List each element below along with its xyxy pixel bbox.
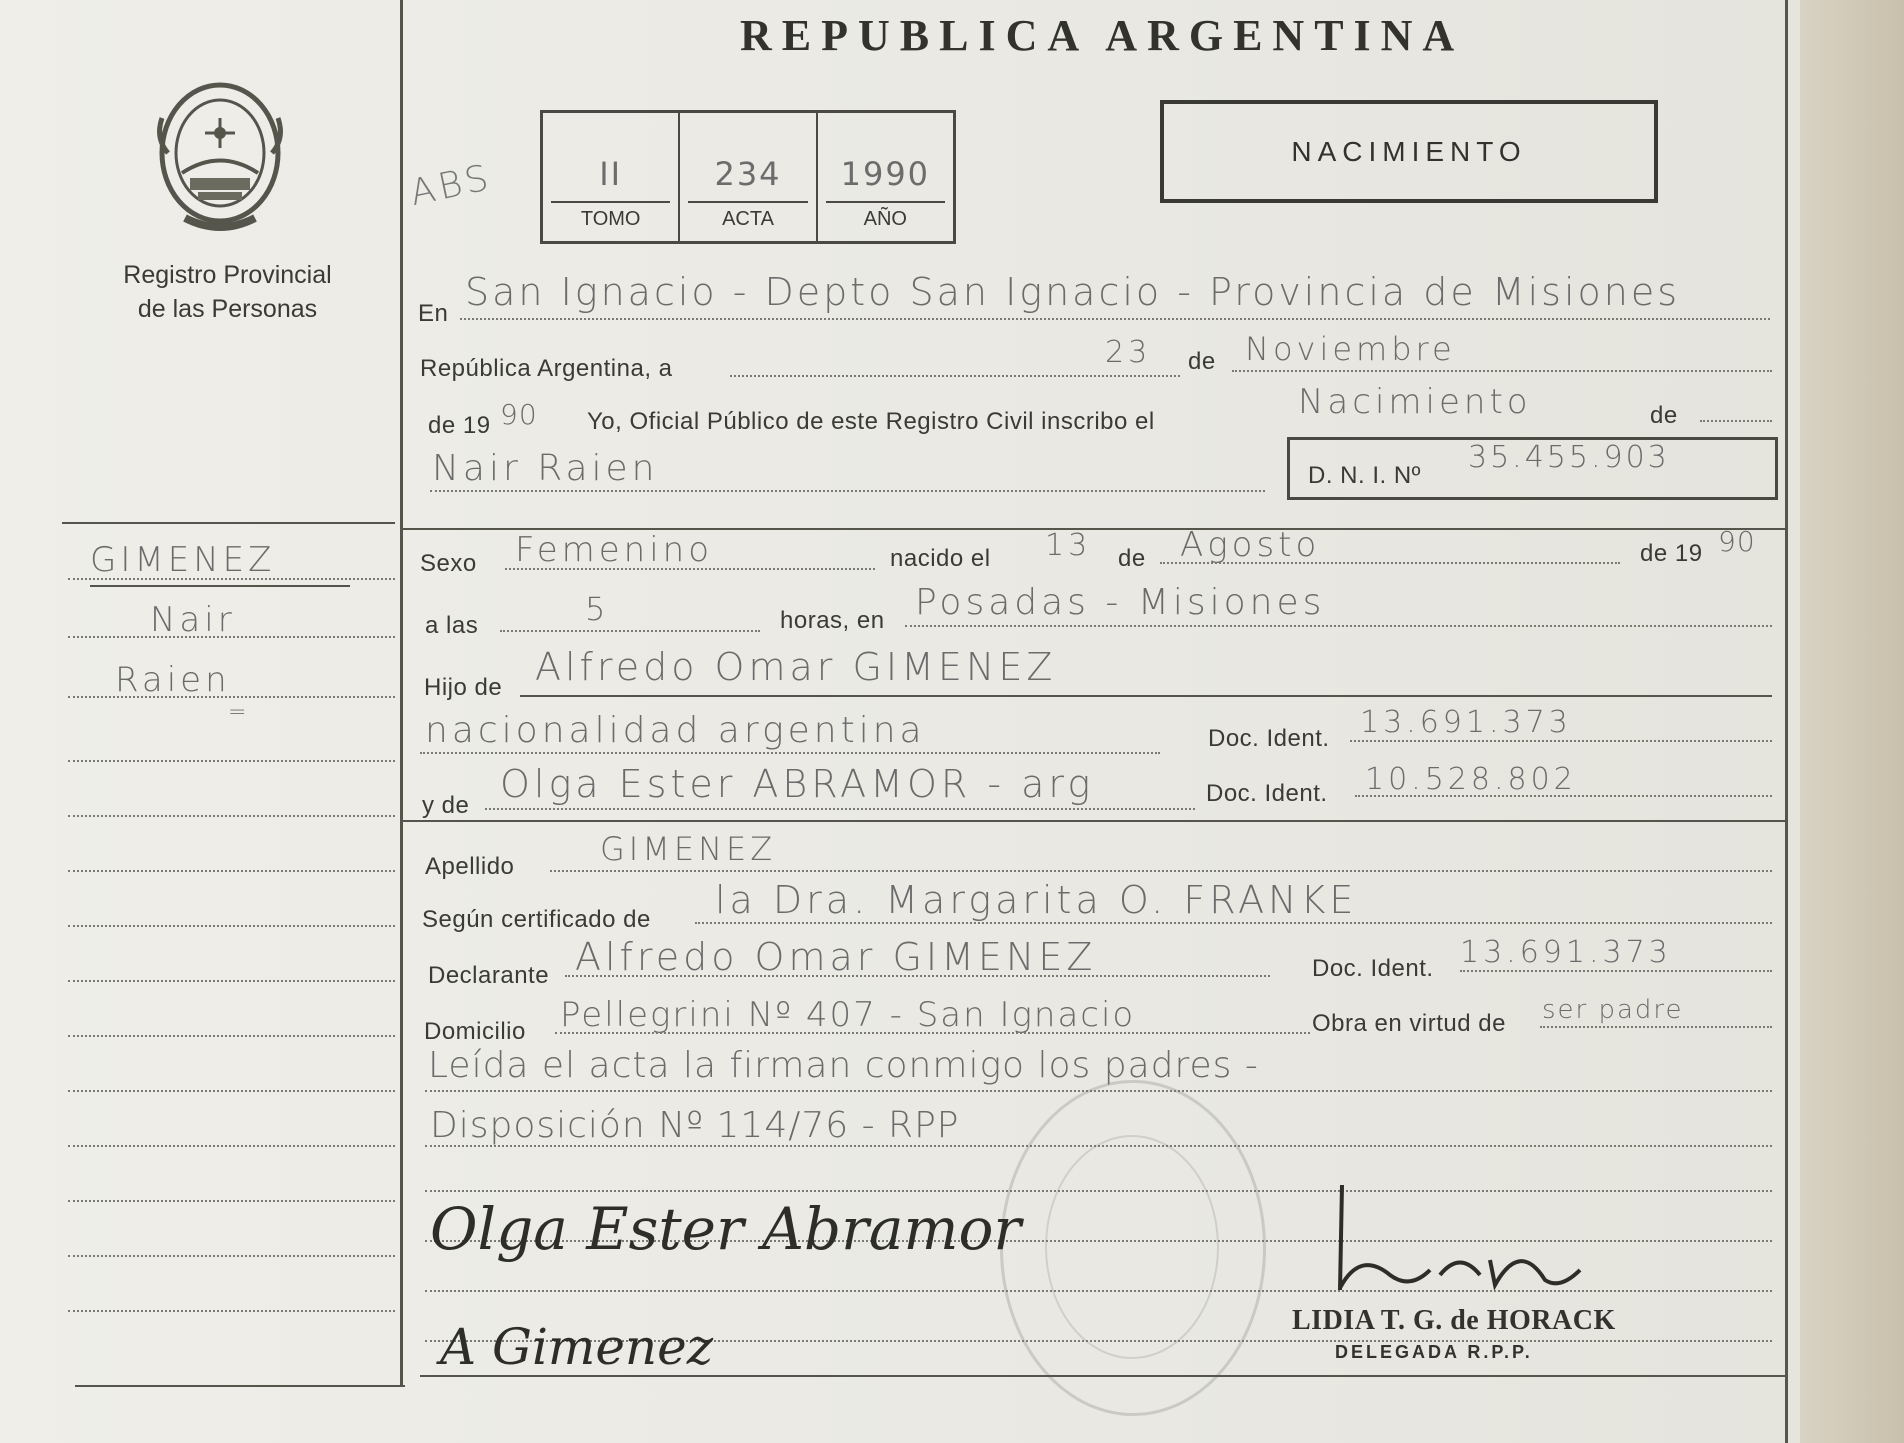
birth-month-field: Agosto (1180, 525, 1321, 565)
birth-place-field: Posadas - Misiones (915, 582, 1326, 623)
margin-mark: = (228, 700, 251, 725)
birth-year-suffix: 90 (1718, 525, 1756, 558)
horas-label: horas, en (780, 607, 885, 634)
act-word-field: Nacimiento (1298, 382, 1532, 422)
official-title: DELEGADA R.P.P. (1335, 1342, 1533, 1362)
mother-doc-field: 10.528.802 (1365, 762, 1577, 797)
act-type-label: NACIMIENTO (1291, 135, 1527, 167)
virtue-field: ser padre (1542, 995, 1684, 1025)
tomo-label: TOMO (580, 208, 641, 230)
birth-day-field: 13 (1045, 528, 1092, 563)
note-line-1: Leída el acta la firman conmigo los padres - (428, 1045, 1259, 1086)
register-box (540, 110, 956, 244)
margin-surname: GIMENEZ (90, 540, 276, 580)
birth-place-line (905, 625, 1772, 627)
margin-line (68, 1035, 395, 1037)
margin-line (68, 578, 395, 580)
obra-label: Obra en virtud de (1312, 1010, 1506, 1037)
mother-doc-line (1355, 795, 1772, 797)
margin-line (68, 815, 395, 817)
anio-label: AÑO (863, 208, 907, 230)
book-edge (1800, 0, 1904, 1443)
place-field: San Ignacio - Depto San Ignacio - Provincia de Misiones (465, 270, 1681, 314)
act-word-line (1700, 420, 1772, 422)
father-field: Alfredo Omar GIMENEZ (535, 645, 1057, 689)
registry-line-2: de las Personas (137, 295, 318, 323)
hour-field: 5 (585, 590, 610, 628)
right-border-line (1785, 0, 1788, 1443)
nacido-label: nacido el (890, 545, 991, 572)
dni-label: D. N. I. Nº (1308, 462, 1421, 489)
de-label: de (1188, 348, 1216, 375)
yo-text: Yo, Oficial Público de este Registro Civil inscribo el (587, 408, 1155, 435)
anio-cell (818, 113, 953, 241)
margin-divider (400, 0, 403, 1385)
clerk-initials: ABS (406, 156, 496, 215)
yde-label: y de (422, 792, 470, 819)
acta-rule (688, 201, 807, 203)
declarant-field: Alfredo Omar GIMENEZ (575, 935, 1097, 979)
de-label-2: de (1650, 402, 1678, 429)
margin-line (68, 696, 395, 698)
father-doc-line (1350, 740, 1772, 742)
doc-label: Doc. Ident. (1208, 725, 1330, 752)
address-line (555, 1032, 1310, 1034)
birth-de19-label: de 19 (1640, 540, 1703, 567)
parents-section-rule (400, 820, 1785, 822)
alas-label: a las (425, 612, 479, 639)
birth-month-line (1160, 562, 1620, 564)
certifier-field: la Dra. Margarita O. FRANKE (715, 878, 1358, 922)
day-field: 23 (1105, 335, 1152, 370)
declarant-doc-line (1460, 970, 1772, 972)
margin-line (68, 1310, 395, 1312)
bottom-rule (420, 1375, 1785, 1377)
margin-line (68, 1200, 395, 1202)
child-name-field: Nair Raien (432, 448, 659, 489)
mother-signature: Olga Ester Abramor (430, 1195, 1022, 1263)
date-line (730, 375, 1180, 377)
certifier-line (695, 922, 1772, 924)
registry-line-1: Registro Provincial (123, 261, 332, 289)
misiones-province-seal-icon (150, 78, 290, 233)
note-line-2: Disposición Nº 114/76 - RPP (430, 1105, 960, 1146)
official-name: LIDIA T. G. de HORACK (1292, 1305, 1616, 1336)
margin-line (68, 1255, 395, 1257)
sexo-line (505, 568, 875, 570)
domicilio-label: Domicilio (424, 1018, 526, 1045)
doc-label-2: Doc. Ident. (1206, 780, 1328, 807)
dni-value: 35.455.903 (1468, 440, 1670, 475)
margin-line (68, 925, 395, 927)
acta-label: ACTA (722, 208, 774, 230)
apellido-label: Apellido (425, 853, 515, 880)
acta-cell (680, 113, 817, 241)
margin-line (68, 980, 395, 982)
segun-label: Según certificado de (422, 906, 651, 933)
margin-bottom-rule (75, 1385, 405, 1387)
margin-line (68, 1090, 395, 1092)
child-name-line (430, 490, 1265, 492)
address-field: Pellegrini Nº 407 - San Ignacio (560, 995, 1136, 1035)
official-stamp-inner (1045, 1135, 1219, 1359)
hour-line (500, 630, 760, 632)
doc-label-3: Doc. Ident. (1312, 955, 1434, 982)
father-doc-field: 13.691.373 (1360, 705, 1572, 740)
month-line (1232, 370, 1772, 372)
year-suffix: 90 (500, 398, 538, 431)
anio-rule (826, 201, 945, 203)
margin-surname-underline (90, 585, 350, 587)
acta-value: 234 (714, 155, 782, 193)
de19-label: de 19 (428, 412, 491, 439)
nationality-line (420, 752, 1160, 754)
declarante-label: Declarante (428, 962, 550, 989)
surname-field: GIMENEZ (600, 830, 777, 868)
en-label: En (418, 300, 449, 327)
margin-top-rule (62, 522, 395, 524)
father-signature: A Gimenez (440, 1318, 714, 1376)
nationality-field: nacionalidad argentina (425, 710, 926, 751)
virtue-line (1540, 1026, 1772, 1028)
declarant-line (565, 975, 1270, 977)
birth-de-label: de (1118, 545, 1146, 572)
declarant-doc-field: 13.691.373 (1460, 935, 1672, 970)
sexo-label: Sexo (420, 550, 477, 577)
sexo-field: Femenino (515, 530, 713, 570)
mother-line (485, 808, 1195, 810)
margin-line (68, 870, 395, 872)
margin-line (68, 760, 395, 762)
document-title: REPUBLICA ARGENTINA (740, 11, 1465, 60)
hijo-label: Hijo de (424, 674, 503, 701)
act-type-box (1160, 100, 1658, 203)
surname-line (550, 870, 1772, 872)
tomo-cell (543, 113, 680, 241)
tomo-value: II (599, 155, 623, 193)
republica-label: República Argentina, a (420, 355, 673, 382)
place-line (460, 318, 1770, 320)
margin-line (68, 636, 395, 638)
anio-value: 1990 (840, 155, 931, 193)
mother-field: Olga Ester ABRAMOR - arg (500, 762, 1095, 806)
registry-name (70, 258, 385, 326)
official-signature-scribble (1300, 1180, 1600, 1310)
tomo-rule (551, 201, 670, 203)
margin-line (68, 1145, 395, 1147)
father-line (520, 695, 1772, 697)
month-field: Noviembre (1245, 330, 1456, 368)
margin-name2: Raien (115, 660, 231, 700)
margin-name1: Nair (150, 600, 236, 640)
